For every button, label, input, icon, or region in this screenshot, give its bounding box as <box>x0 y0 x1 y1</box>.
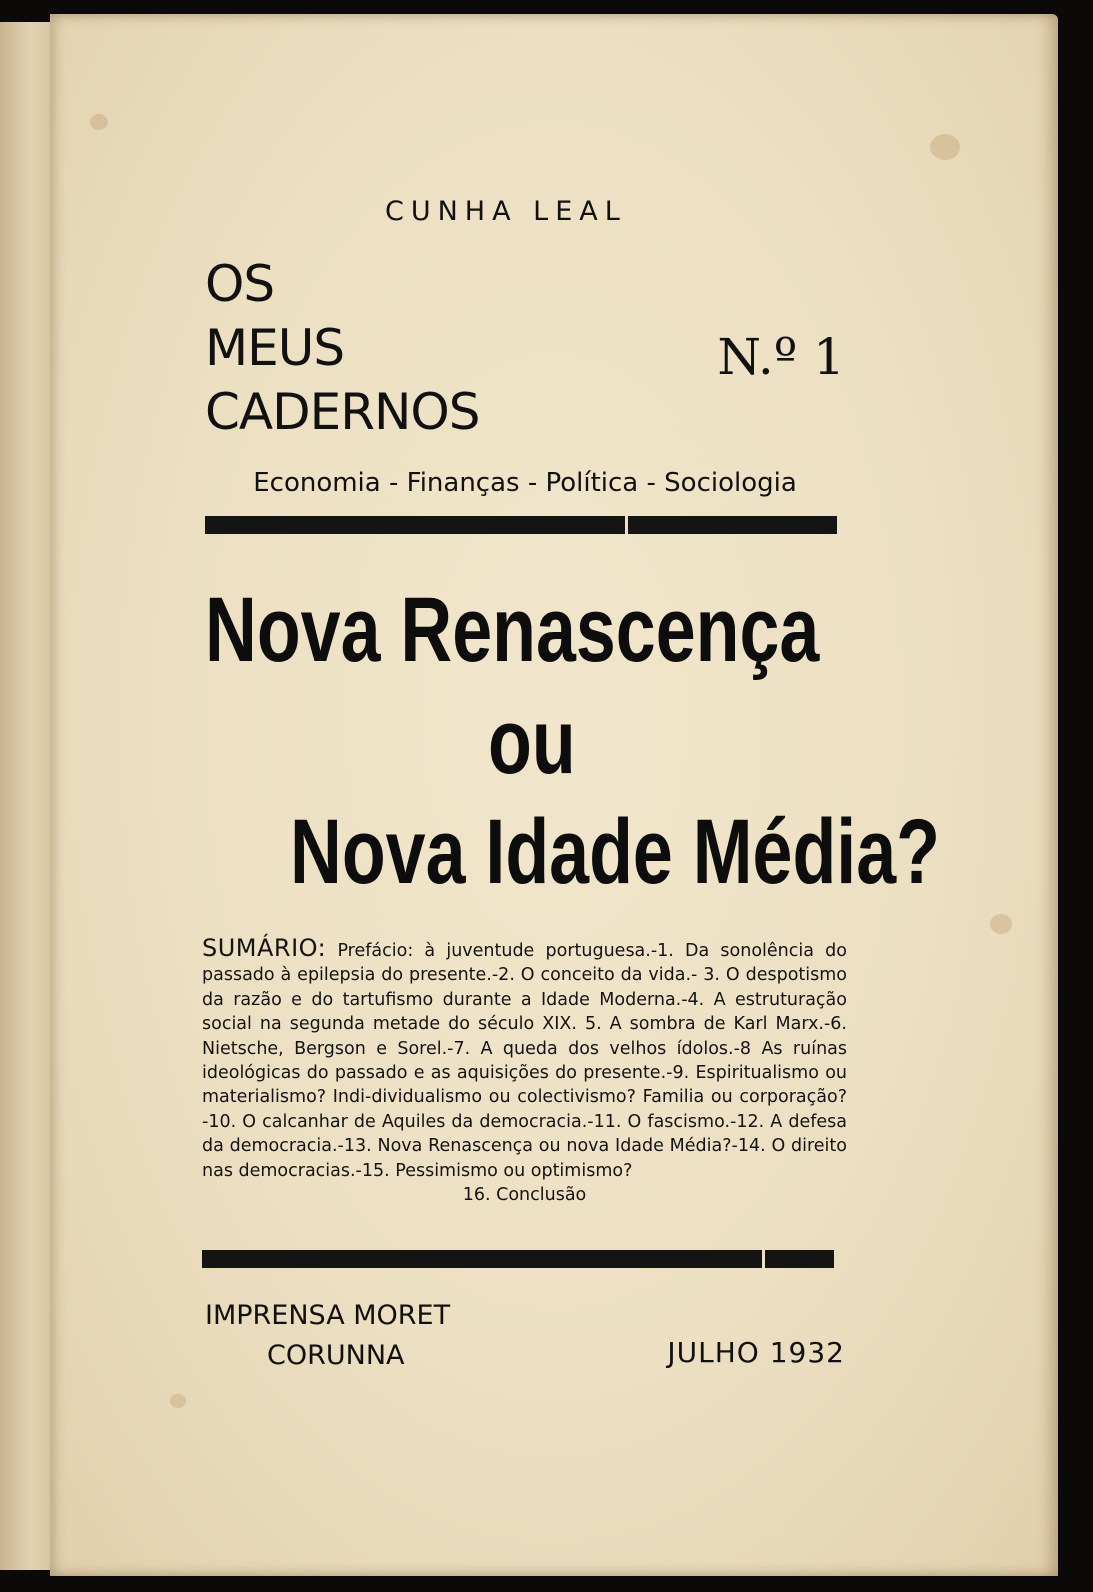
previous-page-edge <box>0 22 53 1570</box>
publisher-block <box>205 1296 505 1376</box>
series-title-line: OS <box>205 255 275 313</box>
publisher-name: IMPRENSA MORET <box>205 1300 451 1331</box>
summary-block <box>202 936 847 1207</box>
issue-number: N.º 1 <box>717 328 845 386</box>
summary-label: SUMÁRIO: <box>202 934 327 962</box>
summary-last-line: 16. Conclusão <box>462 1185 587 1206</box>
series-title <box>205 252 565 444</box>
author-name: CUNHA LEAL <box>385 196 627 227</box>
top-divider-rule <box>205 516 837 534</box>
foxing-spot <box>90 114 108 130</box>
rule-gap <box>762 1250 765 1268</box>
rule-gap <box>625 516 628 534</box>
series-title-line: CADERNOS <box>205 383 480 441</box>
headline-line-1: Nova Renascença <box>205 579 820 681</box>
title-page <box>50 14 1058 1576</box>
headline-line-2: ou <box>488 691 576 793</box>
foxing-spot <box>170 1394 186 1408</box>
bottom-divider-rule <box>202 1250 834 1268</box>
headline-line-3: Nova Idade Média? <box>290 801 940 903</box>
summary-text: Prefácio: à juventude portuguesa.-1. Da sonolência do passado à epilepsia do presente.-2. O conceito da vida.- 3. O despotismo da razão e do tartufismo durante a Idade Moderna.-4. A estruturação social na segunda metade do século XIX. 5. A sombra de Karl Marx.-6. Nietsche, Bergson e Sorel.-7. A queda dos velhos ídolos.-8 As ruínas ideológicas do passado e as aquisições do presente.-9. Espiritualismo ou materialismo? Indi-dividualismo ou colectivismo? Familia ou corporação?-10. O calcanhar de Aquiles da democracia.-11. O fascismo.-12. A defesa da democracia.-13. Nova Renascença ou nova Idade Média?-14. O direito nas democracias.-15. Pessimismo ou optimismo? <box>202 941 847 1181</box>
publication-date: JULHO 1932 <box>667 1336 845 1369</box>
series-title-line: MEUS <box>205 319 345 377</box>
foxing-spot <box>930 134 960 160</box>
publisher-city: CORUNNA <box>267 1340 405 1371</box>
foxing-spot <box>990 914 1012 934</box>
subjects-line: Economia - Finanças - Política - Sociologia <box>253 468 797 498</box>
